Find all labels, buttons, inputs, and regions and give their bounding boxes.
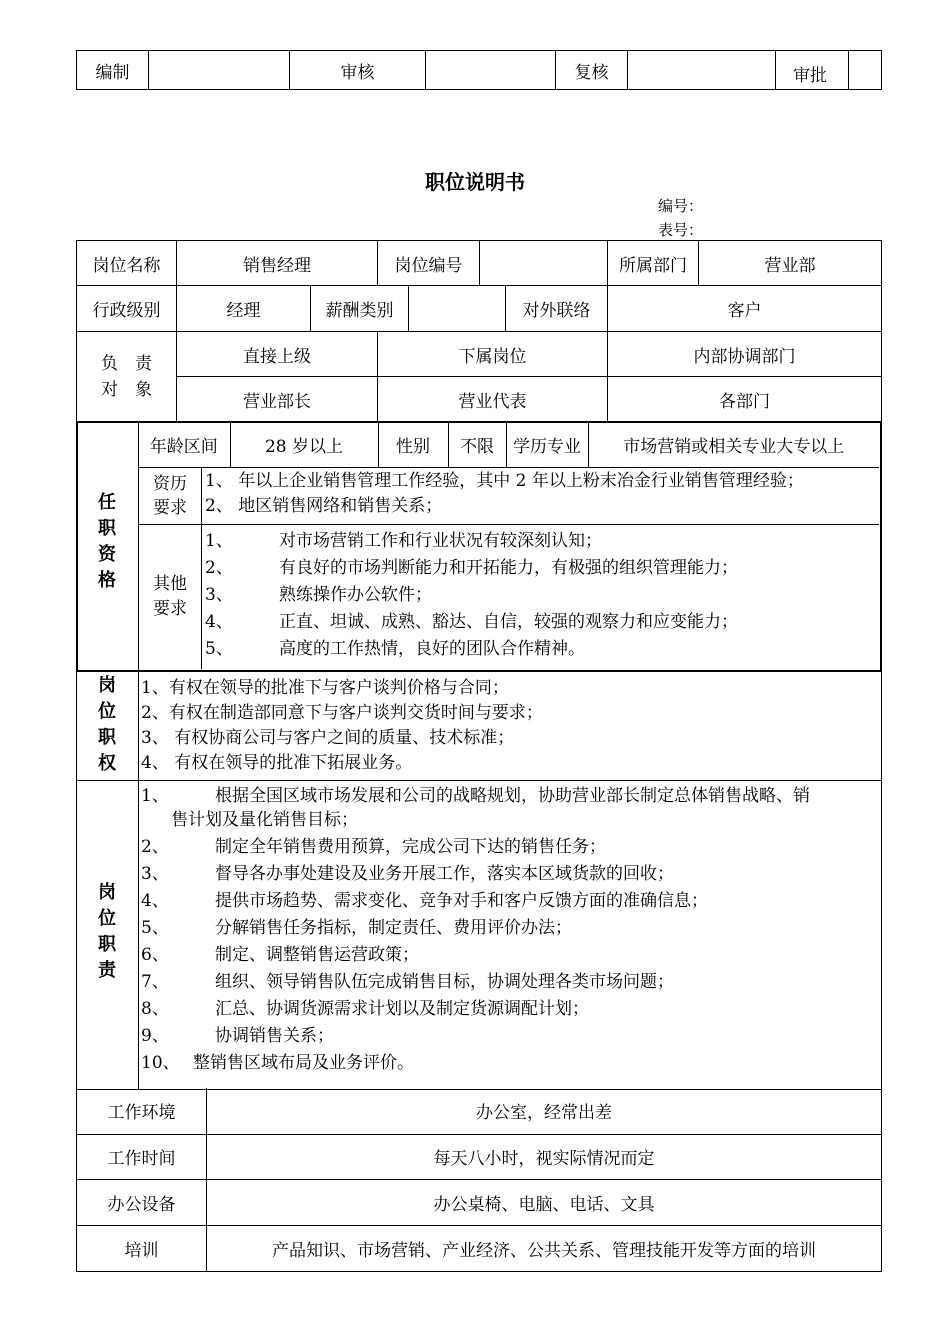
education-label: 学历专业 <box>506 421 588 468</box>
office-equipment-label: 办公设备 <box>77 1179 207 1225</box>
duty-number: 10、 <box>141 1053 180 1073</box>
approve-cell <box>776 51 882 90</box>
position-number-label: 岗位编号 <box>378 241 480 286</box>
authority-bottom-line <box>76 780 881 781</box>
document-number-label: 编号： <box>658 197 704 215</box>
other-req-item <box>205 528 738 555</box>
training-label: 培训 <box>77 1225 207 1271</box>
office-equipment-value[interactable]: 办公桌椅、电脑、电话、文具 <box>207 1179 882 1225</box>
internal-coordination-header: 内部协调部门 <box>608 332 882 377</box>
direct-superior-value[interactable]: 营业部长 <box>177 377 378 423</box>
duty-label-char-4: 责 <box>98 960 116 981</box>
duty-item <box>141 996 810 1023</box>
authority-item: 3、 有权协商公司与客户之间的质量、技术标准； <box>141 728 515 748</box>
work-conditions-table <box>76 1088 882 1272</box>
duty-item <box>141 834 810 861</box>
position-info-row <box>76 240 882 286</box>
authority-duties-divider <box>138 669 139 1089</box>
other-req-divider <box>201 524 202 669</box>
duty-number: 1、 <box>141 786 169 806</box>
duty-item <box>141 1023 810 1050</box>
work-hours-label: 工作时间 <box>77 1134 207 1179</box>
qual-label-char-2: 职 <box>98 518 116 539</box>
duty-number: 5、 <box>141 918 169 938</box>
duties-label <box>76 880 138 984</box>
other-req-number: 2、 <box>205 558 233 578</box>
compile-field[interactable] <box>149 51 290 90</box>
duty-item <box>141 888 810 915</box>
other-req-item <box>205 582 738 609</box>
subordinate-header: 下属岗位 <box>378 332 608 377</box>
work-hours-value[interactable]: 每天八小时，视实际情况而定 <box>207 1134 882 1179</box>
qual-basic-row <box>138 421 879 468</box>
responsibility-label-line2: 对 象 <box>101 380 152 400</box>
qual-label-char-1: 任 <box>98 492 116 513</box>
responsibility-object-table <box>76 331 882 423</box>
other-requirements-list <box>205 528 738 663</box>
duty-text: 整销售区域布局及业务评价。 <box>193 1053 414 1073</box>
training-value[interactable]: 产品知识、市场营销、产业经济、公共关系、管理技能开发等方面的培训 <box>207 1225 882 1271</box>
duty-label-char-1: 岗 <box>98 882 116 903</box>
duty-number: 2、 <box>141 837 169 857</box>
duty-item-continuation: 售计划及量化销售目标； <box>171 810 358 830</box>
other-req-text: 对市场营销工作和行业状况有较深刻认知； <box>279 531 602 551</box>
other-req-number: 1、 <box>205 531 233 551</box>
department-label: 所属部门 <box>608 241 699 286</box>
level-info-row <box>76 285 882 332</box>
duty-text: 分解销售任务指标，制定责任、费用评价办法； <box>215 918 572 938</box>
experience-divider <box>201 467 202 524</box>
duty-item <box>141 969 810 996</box>
duty-number: 7、 <box>141 972 169 992</box>
qual-label-char-4: 格 <box>98 570 116 591</box>
approve-field-divider <box>848 51 849 89</box>
other-requirements-label <box>140 572 200 622</box>
qualifications-label <box>76 490 138 594</box>
other-req-label-line1: 其他 <box>153 574 187 594</box>
duty-label-char-3: 职 <box>98 934 116 955</box>
work-environment-value[interactable]: 办公室，经常出差 <box>207 1088 882 1134</box>
experience-label-line2: 要求 <box>153 498 187 518</box>
duty-item <box>141 783 810 810</box>
duty-number: 9、 <box>141 1026 169 1046</box>
qual-label-char-3: 资 <box>98 544 116 565</box>
position-name-label: 岗位名称 <box>77 241 177 286</box>
duty-label-char-2: 位 <box>98 908 116 929</box>
other-req-text: 高度的工作热情，良好的团队合作精神。 <box>279 639 585 659</box>
other-req-number: 4、 <box>205 612 233 632</box>
review-label: 审核 <box>290 51 426 90</box>
duty-text: 制定、调整销售运营政策； <box>215 945 419 965</box>
auth-label-char-2: 位 <box>98 701 116 722</box>
authority-item: 2、有权在制造部同意下与客户谈判交货时间与要求； <box>141 703 543 723</box>
recheck-field[interactable] <box>628 51 776 90</box>
recheck-label: 复核 <box>556 51 628 90</box>
experience-label-line1: 资历 <box>153 474 187 494</box>
approve-label: 审批 <box>793 66 827 86</box>
duty-item <box>141 915 810 942</box>
education-value[interactable]: 市场营销或相关专业大专以上 <box>588 421 879 468</box>
age-range-label: 年龄区间 <box>138 421 230 468</box>
department-value[interactable]: 营业部 <box>699 241 882 286</box>
other-req-text: 熟练操作办公软件； <box>279 585 432 605</box>
internal-coordination-value[interactable]: 各部门 <box>608 377 882 423</box>
experience-item: 1、 年以上企业销售管理工作经验，其中 2 年以上粉末冶金行业销售管理经验； <box>205 471 804 491</box>
review-field[interactable] <box>426 51 556 90</box>
other-req-number: 5、 <box>205 639 233 659</box>
external-liaison-value[interactable]: 客户 <box>608 286 882 332</box>
subordinate-value[interactable]: 营业代表 <box>378 377 608 423</box>
page-title: 职位说明书 <box>425 170 525 194</box>
auth-label-char-4: 权 <box>98 753 116 774</box>
other-req-text: 有良好的市场判断能力和开拓能力，有极强的组织管理能力； <box>279 558 738 578</box>
admin-level-label: 行政级别 <box>77 286 177 332</box>
work-environment-label: 工作环境 <box>77 1088 207 1134</box>
duty-item <box>141 942 810 969</box>
gender-label: 性别 <box>378 421 448 468</box>
experience-list <box>205 469 804 519</box>
duty-number: 6、 <box>141 945 169 965</box>
other-req-text: 正直、坦诚、成熟、豁达、自信，较强的观察力和应变能力； <box>279 612 738 632</box>
duty-text: 组织、领导销售队伍完成销售目标，协调处理各类市场问题； <box>215 972 674 992</box>
form-number-label: 表号： <box>658 221 704 239</box>
auth-label-char-3: 职 <box>98 727 116 748</box>
duty-text: 制定全年销售费用预算，完成公司下达的销售任务； <box>215 837 606 857</box>
authority-item: 1、有权在领导的批准下与客户谈判价格与合同； <box>141 678 509 698</box>
authority-item: 4、 有权在领导的批准下拓展业务。 <box>141 753 413 773</box>
age-range-value[interactable]: 28 岁以上 <box>230 421 378 468</box>
gender-value[interactable]: 不限 <box>448 421 506 468</box>
position-name-value[interactable]: 销售经理 <box>177 241 378 286</box>
duty-text: 提供市场趋势、需求变化、竞争对手和客户反馈方面的准确信息； <box>215 891 708 911</box>
admin-level-value[interactable]: 经理 <box>177 286 311 332</box>
experience-label <box>140 472 200 520</box>
authority-label <box>76 673 138 777</box>
compile-label: 编制 <box>77 51 149 90</box>
other-req-item <box>205 555 738 582</box>
duty-text: 汇总、协调货源需求计划以及制定货源调配计划； <box>215 999 589 1019</box>
authority-list <box>141 676 543 776</box>
salary-type-label: 薪酬类别 <box>311 286 409 332</box>
signoff-table <box>76 50 882 90</box>
duties-list <box>141 783 810 1077</box>
responsibility-label-line1: 负 责 <box>101 354 152 374</box>
duty-text: 督导各办事处建设及业务开展工作，落实本区域货款的回收； <box>215 864 674 884</box>
direct-superior-header: 直接上级 <box>177 332 378 377</box>
experience-item: 2、 地区销售网络和销售关系； <box>205 496 443 516</box>
duty-number: 8、 <box>141 999 169 1019</box>
duty-text: 协调销售关系； <box>215 1026 334 1046</box>
responsibility-object-label <box>77 332 177 423</box>
other-req-number: 3、 <box>205 585 233 605</box>
other-req-label-line2: 要求 <box>153 599 187 619</box>
duty-number: 3、 <box>141 864 169 884</box>
position-number-value[interactable] <box>480 241 608 286</box>
duty-item <box>141 1050 810 1077</box>
other-req-item <box>205 609 738 636</box>
external-liaison-label: 对外联络 <box>506 286 608 332</box>
duty-number: 4、 <box>141 891 169 911</box>
auth-label-char-1: 岗 <box>98 675 116 696</box>
duty-text: 根据全国区域市场发展和公司的战略规划，协助营业部长制定总体销售战略、销 <box>215 786 810 806</box>
duty-item <box>141 861 810 888</box>
salary-type-value[interactable] <box>409 286 506 332</box>
other-req-item <box>205 636 738 663</box>
